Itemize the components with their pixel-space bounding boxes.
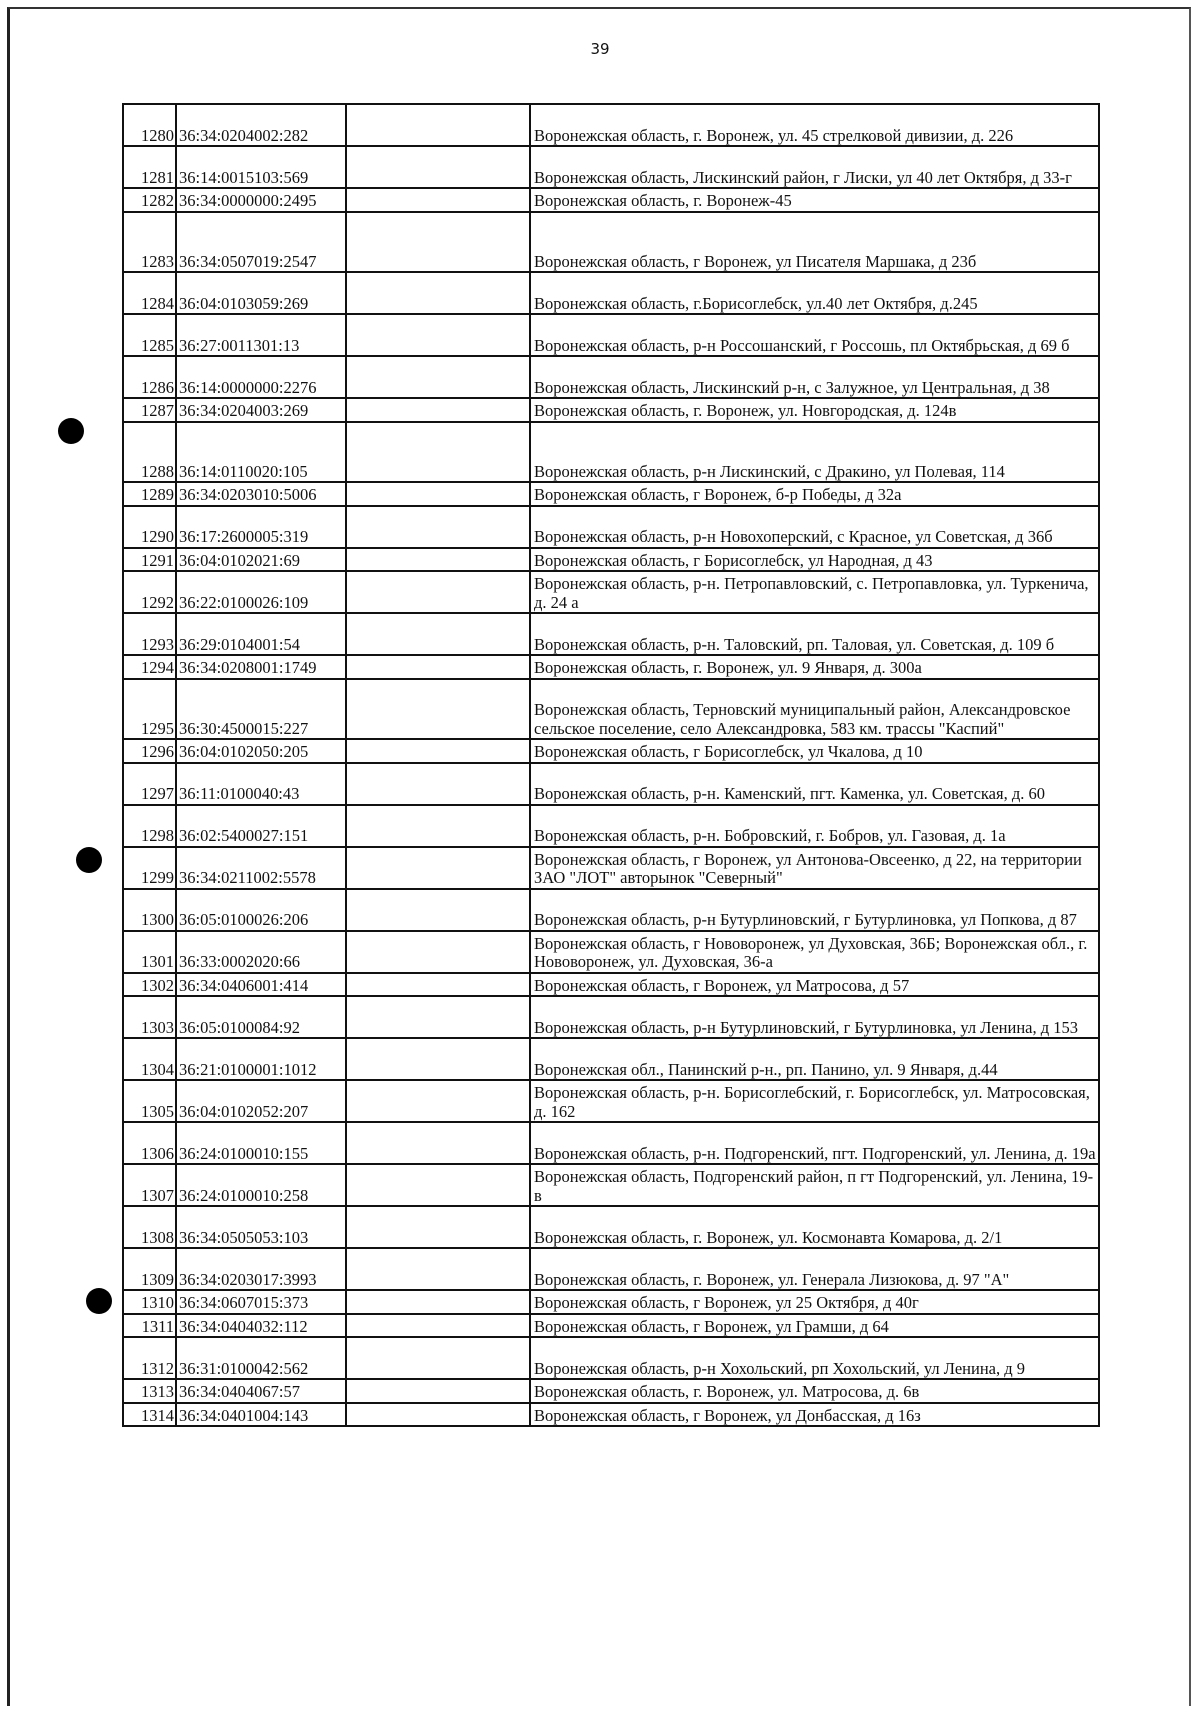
empty-cell	[346, 763, 530, 805]
table-row	[123, 1337, 1099, 1379]
address-cell: Воронежская область, Подгоренский район, п гт Подгоренский, ул. Ленина, 19-в	[530, 1164, 1099, 1206]
table-row	[123, 398, 1099, 422]
row-number-cell: 1292	[123, 571, 176, 613]
cadastral-number-cell: 36:05:0100084:92	[176, 996, 346, 1038]
address-cell: Воронежская область, г Нововоронеж, ул Духовская, 36Б; Воронежская обл., г. Нововоронеж, ул. Духовская, 36-а	[530, 931, 1099, 973]
table-row	[123, 889, 1099, 931]
empty-cell	[346, 272, 530, 314]
registry-table	[122, 103, 1100, 1427]
cadastral-number-cell: 36:29:0104001:54	[176, 613, 346, 655]
table-row	[123, 1403, 1099, 1427]
empty-cell	[346, 314, 530, 356]
empty-cell	[346, 1122, 530, 1164]
address-cell: Воронежская область, р-н. Петропавловский, с. Петропавловка, ул. Туркенича, д. 24 а	[530, 571, 1099, 613]
cadastral-number-cell: 36:05:0100026:206	[176, 889, 346, 931]
cadastral-number-cell: 36:17:2600005:319	[176, 506, 346, 548]
table-row	[123, 805, 1099, 847]
address-cell: Воронежская область, Лискинский район, г Лиски, ул 40 лет Октября, д 33-г	[530, 146, 1099, 188]
address-cell: Воронежская область, г Воронеж, б-р Победы, д 32а	[530, 482, 1099, 506]
row-number-cell: 1295	[123, 679, 176, 740]
row-number-cell: 1286	[123, 356, 176, 398]
table-row	[123, 1122, 1099, 1164]
row-number-cell: 1287	[123, 398, 176, 422]
address-cell: Воронежская область, г Воронеж, ул 25 Октября, д 40г	[530, 1290, 1099, 1314]
row-number-cell: 1300	[123, 889, 176, 931]
cadastral-number-cell: 36:34:0507019:2547	[176, 212, 346, 273]
punch-hole-2	[76, 847, 102, 873]
row-number-cell: 1284	[123, 272, 176, 314]
cadastral-number-cell: 36:34:0208001:1749	[176, 655, 346, 679]
cadastral-number-cell: 36:04:0103059:269	[176, 272, 346, 314]
row-number-cell: 1281	[123, 146, 176, 188]
table-row	[123, 104, 1099, 146]
cadastral-number-cell: 36:34:0607015:373	[176, 1290, 346, 1314]
cadastral-number-cell: 36:31:0100042:562	[176, 1337, 346, 1379]
row-number-cell: 1310	[123, 1290, 176, 1314]
empty-cell	[346, 1403, 530, 1427]
row-number-cell: 1309	[123, 1248, 176, 1290]
address-cell: Воронежская область, р-н Бутурлиновский, г Бутурлиновка, ул Попкова, д 87	[530, 889, 1099, 931]
empty-cell	[346, 212, 530, 273]
cadastral-number-cell: 36:34:0203010:5006	[176, 482, 346, 506]
table-row	[123, 1038, 1099, 1080]
cadastral-number-cell: 36:02:5400027:151	[176, 805, 346, 847]
address-cell: Воронежская область, г. Воронеж, ул. Новгородская, д. 124в	[530, 398, 1099, 422]
row-number-cell: 1303	[123, 996, 176, 1038]
cadastral-number-cell: 36:04:0102021:69	[176, 548, 346, 572]
empty-cell	[346, 847, 530, 889]
page-number: 39	[590, 40, 610, 58]
address-cell: Воронежская область, г.Борисоглебск, ул.40 лет Октября, д.245	[530, 272, 1099, 314]
empty-cell	[346, 1290, 530, 1314]
table-row	[123, 314, 1099, 356]
row-number-cell: 1313	[123, 1379, 176, 1403]
empty-cell	[346, 506, 530, 548]
empty-cell	[346, 1314, 530, 1338]
cadastral-number-cell: 36:34:0203017:3993	[176, 1248, 346, 1290]
cadastral-number-cell: 36:30:4500015:227	[176, 679, 346, 740]
cadastral-number-cell: 36:11:0100040:43	[176, 763, 346, 805]
cadastral-number-cell: 36:04:0102050:205	[176, 739, 346, 763]
empty-cell	[346, 482, 530, 506]
cadastral-number-cell: 36:33:0002020:66	[176, 931, 346, 973]
empty-cell	[346, 931, 530, 973]
row-number-cell: 1314	[123, 1403, 176, 1427]
address-cell: Воронежская область, г Борисоглебск, ул Народная, д 43	[530, 548, 1099, 572]
empty-cell	[346, 398, 530, 422]
cadastral-number-cell: 36:04:0102052:207	[176, 1080, 346, 1122]
address-cell: Воронежская обл., Панинский р-н., рп. Панино, ул. 9 Января, д.44	[530, 1038, 1099, 1080]
address-cell: Воронежская область, р-н. Бобровский, г. Бобров, ул. Газовая, д. 1а	[530, 805, 1099, 847]
table-row	[123, 1248, 1099, 1290]
address-cell: Воронежская область, г. Воронеж, ул. 9 Января, д. 300а	[530, 655, 1099, 679]
cadastral-number-cell: 36:34:0204003:269	[176, 398, 346, 422]
address-cell: Воронежская область, г. Воронеж, ул. 45 стрелковой дивизии, д. 226	[530, 104, 1099, 146]
address-cell: Воронежская область, р-н Новохоперский, с Красное, ул Советская, д 36б	[530, 506, 1099, 548]
table-row	[123, 272, 1099, 314]
empty-cell	[346, 1164, 530, 1206]
row-number-cell: 1280	[123, 104, 176, 146]
empty-cell	[346, 655, 530, 679]
table-row	[123, 1290, 1099, 1314]
table-row	[123, 1206, 1099, 1248]
table-row	[123, 188, 1099, 212]
cadastral-number-cell: 36:14:0015103:569	[176, 146, 346, 188]
empty-cell	[346, 1379, 530, 1403]
cadastral-number-cell: 36:24:0100010:155	[176, 1122, 346, 1164]
address-cell: Воронежская область, р-н Лискинский, с Дракино, ул Полевая, 114	[530, 422, 1099, 483]
row-number-cell: 1293	[123, 613, 176, 655]
cadastral-number-cell: 36:34:0401004:143	[176, 1403, 346, 1427]
address-cell: Воронежская область, г Воронеж, ул Антонова-Овсеенко, д 22, на территории ЗАО "ЛОТ" авторынок "Северный"	[530, 847, 1099, 889]
table-row	[123, 571, 1099, 613]
empty-cell	[346, 996, 530, 1038]
cadastral-number-cell: 36:34:0404032:112	[176, 1314, 346, 1338]
empty-cell	[346, 973, 530, 997]
table-row	[123, 548, 1099, 572]
row-number-cell: 1283	[123, 212, 176, 273]
cadastral-number-cell: 36:14:0000000:2276	[176, 356, 346, 398]
address-cell: Воронежская область, г Воронеж, ул Грамши, д 64	[530, 1314, 1099, 1338]
empty-cell	[346, 422, 530, 483]
cadastral-number-cell: 36:34:0406001:414	[176, 973, 346, 997]
row-number-cell: 1289	[123, 482, 176, 506]
empty-cell	[346, 1206, 530, 1248]
table-row	[123, 1080, 1099, 1122]
empty-cell	[346, 805, 530, 847]
address-cell: Воронежская область, г. Воронеж, ул. Космонавта Комарова, д. 2/1	[530, 1206, 1099, 1248]
table-row	[123, 1314, 1099, 1338]
registry-body	[123, 104, 1099, 1426]
address-cell: Воронежская область, Лискинский р-н, с Залужное, ул Центральная, д 38	[530, 356, 1099, 398]
cadastral-number-cell: 36:14:0110020:105	[176, 422, 346, 483]
row-number-cell: 1299	[123, 847, 176, 889]
cadastral-number-cell: 36:34:0505053:103	[176, 1206, 346, 1248]
table-row	[123, 356, 1099, 398]
row-number-cell: 1306	[123, 1122, 176, 1164]
empty-cell	[346, 889, 530, 931]
table-row	[123, 506, 1099, 548]
cadastral-number-cell: 36:34:0211002:5578	[176, 847, 346, 889]
empty-cell	[346, 1337, 530, 1379]
row-number-cell: 1301	[123, 931, 176, 973]
address-cell: Воронежская область, р-н Бутурлиновский, г Бутурлиновка, ул Ленина, д 153	[530, 996, 1099, 1038]
address-cell: Воронежская область, г Воронеж, ул Донбасская, д 16з	[530, 1403, 1099, 1427]
punch-hole-1	[58, 418, 84, 444]
row-number-cell: 1297	[123, 763, 176, 805]
row-number-cell: 1308	[123, 1206, 176, 1248]
address-cell: Воронежская область, Терновский муниципальный район, Александровское сельское поселение, село Александровка, 583 км. трассы "Каспий"	[530, 679, 1099, 740]
empty-cell	[346, 1080, 530, 1122]
address-cell: Воронежская область, г Воронеж, ул Матросова, д 57	[530, 973, 1099, 997]
table-row	[123, 996, 1099, 1038]
table-row	[123, 739, 1099, 763]
address-cell: Воронежская область, р-н Хохольский, рп Хохольский, ул Ленина, д 9	[530, 1337, 1099, 1379]
table-row	[123, 973, 1099, 997]
cadastral-number-cell: 36:34:0404067:57	[176, 1379, 346, 1403]
address-cell: Воронежская область, г. Воронеж-45	[530, 188, 1099, 212]
address-cell: Воронежская область, р-н. Подгоренский, пгт. Подгоренский, ул. Ленина, д. 19а	[530, 1122, 1099, 1164]
table-row	[123, 613, 1099, 655]
address-cell: Воронежская область, р-н. Борисоглебский, г. Борисоглебск, ул. Матросовская, д. 162	[530, 1080, 1099, 1122]
row-number-cell: 1307	[123, 1164, 176, 1206]
row-number-cell: 1288	[123, 422, 176, 483]
empty-cell	[346, 679, 530, 740]
cadastral-number-cell: 36:24:0100010:258	[176, 1164, 346, 1206]
row-number-cell: 1294	[123, 655, 176, 679]
table-row	[123, 847, 1099, 889]
empty-cell	[346, 104, 530, 146]
table-row	[123, 422, 1099, 483]
cadastral-number-cell: 36:34:0204002:282	[176, 104, 346, 146]
empty-cell	[346, 1248, 530, 1290]
empty-cell	[346, 613, 530, 655]
row-number-cell: 1296	[123, 739, 176, 763]
table-row	[123, 931, 1099, 973]
empty-cell	[346, 739, 530, 763]
row-number-cell: 1304	[123, 1038, 176, 1080]
table-row	[123, 655, 1099, 679]
row-number-cell: 1285	[123, 314, 176, 356]
table-row	[123, 146, 1099, 188]
cadastral-number-cell: 36:22:0100026:109	[176, 571, 346, 613]
table-row	[123, 679, 1099, 740]
table-row	[123, 1164, 1099, 1206]
row-number-cell: 1311	[123, 1314, 176, 1338]
address-cell: Воронежская область, г Борисоглебск, ул Чкалова, д 10	[530, 739, 1099, 763]
row-number-cell: 1312	[123, 1337, 176, 1379]
cadastral-number-cell: 36:27:0011301:13	[176, 314, 346, 356]
punch-hole-3	[86, 1288, 112, 1314]
row-number-cell: 1298	[123, 805, 176, 847]
row-number-cell: 1290	[123, 506, 176, 548]
table-row	[123, 482, 1099, 506]
table-row	[123, 763, 1099, 805]
cadastral-number-cell: 36:34:0000000:2495	[176, 188, 346, 212]
empty-cell	[346, 571, 530, 613]
empty-cell	[346, 146, 530, 188]
cadastral-number-cell: 36:21:0100001:1012	[176, 1038, 346, 1080]
address-cell: Воронежская область, г. Воронеж, ул. Генерала Лизюкова, д. 97 "А"	[530, 1248, 1099, 1290]
row-number-cell: 1305	[123, 1080, 176, 1122]
empty-cell	[346, 548, 530, 572]
empty-cell	[346, 1038, 530, 1080]
row-number-cell: 1291	[123, 548, 176, 572]
row-number-cell: 1302	[123, 973, 176, 997]
address-cell: Воронежская область, р-н. Таловский, рп. Таловая, ул. Советская, д. 109 б	[530, 613, 1099, 655]
table-row	[123, 1379, 1099, 1403]
address-cell: Воронежская область, г. Воронеж, ул. Матросова, д. 6в	[530, 1379, 1099, 1403]
address-cell: Воронежская область, г Воронеж, ул Писателя Маршака, д 23б	[530, 212, 1099, 273]
address-cell: Воронежская область, р-н Россошанский, г Россошь, пл Октябрьская, д 69 б	[530, 314, 1099, 356]
address-cell: Воронежская область, р-н. Каменский, пгт. Каменка, ул. Советская, д. 60	[530, 763, 1099, 805]
empty-cell	[346, 188, 530, 212]
table-row	[123, 212, 1099, 273]
row-number-cell: 1282	[123, 188, 176, 212]
empty-cell	[346, 356, 530, 398]
